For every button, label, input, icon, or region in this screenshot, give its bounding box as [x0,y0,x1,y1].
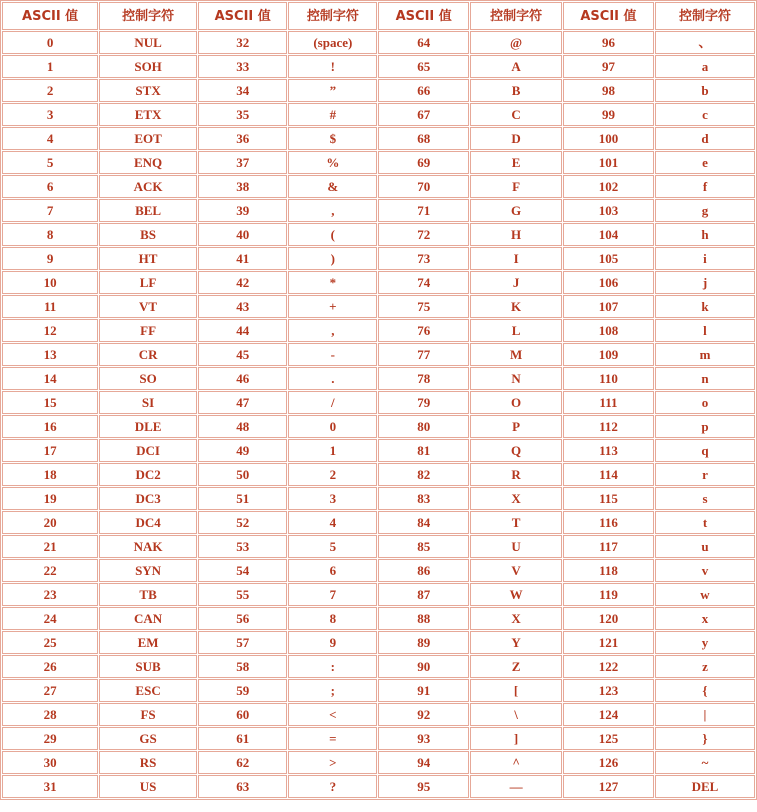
table-row [2,463,755,486]
control-char-cell: y [655,631,755,654]
control-char-cell: G [470,199,562,222]
ascii-value-cell: 98 [563,79,654,102]
column-header-ascii-value: ASCII 值 [563,2,654,30]
control-char-cell: s [655,487,755,510]
ascii-value-cell: 52 [198,511,288,534]
control-char-cell: { [655,679,755,702]
control-char-cell: NUL [99,31,197,54]
ascii-value-cell: 48 [198,415,288,438]
control-char-cell: o [655,391,755,414]
control-char-cell: 7 [288,583,377,606]
control-char-cell: @ [470,31,562,54]
table-row [2,679,755,702]
control-char-cell: 2 [288,463,377,486]
ascii-value-cell: 9 [2,247,98,270]
table-row [2,391,755,414]
control-char-cell: n [655,367,755,390]
ascii-value-cell: 56 [198,607,288,630]
control-char-cell: g [655,199,755,222]
table-row [2,247,755,270]
table-row [2,127,755,150]
ascii-value-cell: 18 [2,463,98,486]
ascii-value-cell: 6 [2,175,98,198]
ascii-value-cell: 76 [378,319,469,342]
ascii-value-cell: 119 [563,583,654,606]
control-char-cell: DC4 [99,511,197,534]
ascii-value-cell: 31 [2,775,98,798]
table-row [2,319,755,342]
control-char-cell: B [470,79,562,102]
table-row [2,631,755,654]
ascii-value-cell: 86 [378,559,469,582]
ascii-value-cell: 88 [378,607,469,630]
ascii-value-cell: 106 [563,271,654,294]
ascii-value-cell: 62 [198,751,288,774]
column-header-control-char: 控制字符 [288,2,377,30]
control-char-cell: T [470,511,562,534]
ascii-value-cell: 72 [378,223,469,246]
control-char-cell: ESC [99,679,197,702]
control-char-cell: EM [99,631,197,654]
ascii-value-cell: 24 [2,607,98,630]
ascii-value-cell: 97 [563,55,654,78]
ascii-value-cell: 78 [378,367,469,390]
ascii-value-cell: 81 [378,439,469,462]
control-char-cell: [ [470,679,562,702]
table-row [2,103,755,126]
table-row [2,343,755,366]
ascii-value-cell: 120 [563,607,654,630]
control-char-cell: 3 [288,487,377,510]
ascii-value-cell: 36 [198,127,288,150]
ascii-value-cell: 16 [2,415,98,438]
control-char-cell: e [655,151,755,174]
ascii-value-cell: 4 [2,127,98,150]
control-char-cell: \ [470,703,562,726]
control-char-cell: VT [99,295,197,318]
table-row [2,511,755,534]
ascii-value-cell: 37 [198,151,288,174]
ascii-value-cell: 63 [198,775,288,798]
control-char-cell: z [655,655,755,678]
ascii-value-cell: 27 [2,679,98,702]
control-char-cell: SOH [99,55,197,78]
ascii-value-cell: 74 [378,271,469,294]
control-char-cell: DLE [99,415,197,438]
control-char-cell: DC2 [99,463,197,486]
column-header-control-char: 控制字符 [655,2,755,30]
control-char-cell: f [655,175,755,198]
ascii-value-cell: 90 [378,655,469,678]
ascii-value-cell: 43 [198,295,288,318]
ascii-value-cell: 50 [198,463,288,486]
control-char-cell: / [288,391,377,414]
column-header-ascii-value: ASCII 值 [2,2,98,30]
table-row [2,751,755,774]
control-char-cell: Y [470,631,562,654]
control-char-cell: NAK [99,535,197,558]
ascii-value-cell: 11 [2,295,98,318]
control-char-cell: US [99,775,197,798]
control-char-cell: SI [99,391,197,414]
table-body [2,31,755,798]
control-char-cell: GS [99,727,197,750]
table-row [2,175,755,198]
ascii-value-cell: 5 [2,151,98,174]
ascii-value-cell: 41 [198,247,288,270]
control-char-cell: H [470,223,562,246]
control-char-cell: E [470,151,562,174]
control-char-cell: W [470,583,562,606]
control-char-cell: V [470,559,562,582]
ascii-value-cell: 26 [2,655,98,678]
control-char-cell: 9 [288,631,377,654]
ascii-value-cell: 113 [563,439,654,462]
ascii-value-cell: 101 [563,151,654,174]
ascii-value-cell: 95 [378,775,469,798]
control-char-cell: v [655,559,755,582]
ascii-value-cell: 14 [2,367,98,390]
control-char-cell: ACK [99,175,197,198]
control-char-cell: 0 [288,415,377,438]
ascii-value-cell: 124 [563,703,654,726]
table-row [2,367,755,390]
ascii-value-cell: 3 [2,103,98,126]
control-char-cell: . [288,367,377,390]
control-char-cell: q [655,439,755,462]
ascii-value-cell: 127 [563,775,654,798]
control-char-cell: l [655,319,755,342]
table-row [2,775,755,798]
ascii-value-cell: 109 [563,343,654,366]
ascii-value-cell: 67 [378,103,469,126]
control-char-cell: J [470,271,562,294]
control-char-cell: ; [288,679,377,702]
ascii-value-cell: 87 [378,583,469,606]
ascii-value-cell: 34 [198,79,288,102]
ascii-value-cell: 80 [378,415,469,438]
ascii-value-cell: 7 [2,199,98,222]
ascii-value-cell: 13 [2,343,98,366]
column-header-control-char: 控制字符 [99,2,197,30]
control-char-cell: % [288,151,377,174]
control-char-cell: CR [99,343,197,366]
control-char-cell: X [470,607,562,630]
ascii-value-cell: 83 [378,487,469,510]
control-char-cell: — [470,775,562,798]
control-char-cell: & [288,175,377,198]
control-char-cell: RS [99,751,197,774]
ascii-value-cell: 89 [378,631,469,654]
ascii-value-cell: 35 [198,103,288,126]
ascii-value-cell: 75 [378,295,469,318]
ascii-value-cell: 1 [2,55,98,78]
control-char-cell: N [470,367,562,390]
control-char-cell: * [288,271,377,294]
control-char-cell: ( [288,223,377,246]
ascii-value-cell: 73 [378,247,469,270]
control-char-cell: , [288,199,377,222]
ascii-value-cell: 8 [2,223,98,246]
table-row [2,487,755,510]
ascii-value-cell: 99 [563,103,654,126]
control-char-cell: ~ [655,751,755,774]
control-char-cell: < [288,703,377,726]
control-char-cell: d [655,127,755,150]
control-char-cell: h [655,223,755,246]
control-char-cell: U [470,535,562,558]
control-char-cell: X [470,487,562,510]
control-char-cell: a [655,55,755,78]
control-char-cell: I [470,247,562,270]
table-row [2,55,755,78]
control-char-cell: DC3 [99,487,197,510]
control-char-cell: , [288,319,377,342]
control-char-cell: D [470,127,562,150]
ascii-value-cell: 23 [2,583,98,606]
control-char-cell: 5 [288,535,377,558]
table-row [2,655,755,678]
ascii-value-cell: 100 [563,127,654,150]
ascii-value-cell: 123 [563,679,654,702]
table-row [2,703,755,726]
table-row [2,223,755,246]
ascii-value-cell: 49 [198,439,288,462]
ascii-value-cell: 46 [198,367,288,390]
control-char-cell: # [288,103,377,126]
table-row [2,727,755,750]
ascii-value-cell: 85 [378,535,469,558]
table-row [2,79,755,102]
ascii-value-cell: 15 [2,391,98,414]
ascii-value-cell: 65 [378,55,469,78]
ascii-value-cell: 22 [2,559,98,582]
ascii-value-cell: 111 [563,391,654,414]
ascii-value-cell: 68 [378,127,469,150]
ascii-value-cell: 29 [2,727,98,750]
ascii-value-cell: 112 [563,415,654,438]
control-char-cell: FS [99,703,197,726]
ascii-value-cell: 64 [378,31,469,54]
control-char-cell: TB [99,583,197,606]
control-char-cell: ” [288,79,377,102]
control-char-cell: 4 [288,511,377,534]
control-char-cell: M [470,343,562,366]
ascii-value-cell: 107 [563,295,654,318]
ascii-value-cell: 57 [198,631,288,654]
ascii-value-cell: 33 [198,55,288,78]
control-char-cell: = [288,727,377,750]
ascii-value-cell: 116 [563,511,654,534]
control-char-cell: C [470,103,562,126]
ascii-value-cell: 21 [2,535,98,558]
control-char-cell: SUB [99,655,197,678]
control-char-cell: CAN [99,607,197,630]
ascii-value-cell: 79 [378,391,469,414]
ascii-value-cell: 104 [563,223,654,246]
ascii-value-cell: 122 [563,655,654,678]
ascii-value-cell: 102 [563,175,654,198]
control-char-cell: : [288,655,377,678]
ascii-value-cell: 71 [378,199,469,222]
ascii-value-cell: 93 [378,727,469,750]
ascii-value-cell: 54 [198,559,288,582]
table-row [2,31,755,54]
ascii-value-cell: 94 [378,751,469,774]
ascii-value-cell: 58 [198,655,288,678]
ascii-value-cell: 66 [378,79,469,102]
ascii-value-cell: 84 [378,511,469,534]
ascii-value-cell: 61 [198,727,288,750]
control-char-cell: x [655,607,755,630]
control-char-cell: 6 [288,559,377,582]
table-row [2,295,755,318]
control-char-cell: $ [288,127,377,150]
ascii-value-cell: 32 [198,31,288,54]
control-char-cell: 1 [288,439,377,462]
control-char-cell: K [470,295,562,318]
ascii-value-cell: 30 [2,751,98,774]
table-row [2,583,755,606]
ascii-value-cell: 91 [378,679,469,702]
column-header-ascii-value: ASCII 值 [378,2,469,30]
control-char-cell: + [288,295,377,318]
ascii-value-cell: 47 [198,391,288,414]
control-char-cell: L [470,319,562,342]
control-char-cell: (space) [288,31,377,54]
ascii-value-cell: 45 [198,343,288,366]
ascii-value-cell: 103 [563,199,654,222]
table-row [2,439,755,462]
ascii-value-cell: 110 [563,367,654,390]
control-char-cell: SO [99,367,197,390]
ascii-value-cell: 25 [2,631,98,654]
ascii-value-cell: 20 [2,511,98,534]
control-char-cell: R [470,463,562,486]
ascii-value-cell: 10 [2,271,98,294]
control-char-cell: t [655,511,755,534]
control-char-cell: ^ [470,751,562,774]
control-char-cell: A [470,55,562,78]
ascii-value-cell: 105 [563,247,654,270]
control-char-cell: BEL [99,199,197,222]
ascii-value-cell: 59 [198,679,288,702]
ascii-value-cell: 12 [2,319,98,342]
control-char-cell: r [655,463,755,486]
control-char-cell: i [655,247,755,270]
ascii-value-cell: 19 [2,487,98,510]
ascii-value-cell: 115 [563,487,654,510]
control-char-cell: O [470,391,562,414]
ascii-value-cell: 2 [2,79,98,102]
ascii-value-cell: 0 [2,31,98,54]
control-char-cell: w [655,583,755,606]
control-char-cell: 8 [288,607,377,630]
control-char-cell: } [655,727,755,750]
ascii-value-cell: 121 [563,631,654,654]
control-char-cell: SYN [99,559,197,582]
control-char-cell: c [655,103,755,126]
ascii-value-cell: 117 [563,535,654,558]
control-char-cell: FF [99,319,197,342]
control-char-cell: p [655,415,755,438]
ascii-value-cell: 53 [198,535,288,558]
ascii-value-cell: 39 [198,199,288,222]
ascii-value-cell: 70 [378,175,469,198]
column-header-control-char: 控制字符 [470,2,562,30]
control-char-cell: ? [288,775,377,798]
control-char-cell: - [288,343,377,366]
ascii-value-cell: 60 [198,703,288,726]
table-row [2,271,755,294]
ascii-value-cell: 69 [378,151,469,174]
ascii-value-cell: 42 [198,271,288,294]
control-char-cell: ] [470,727,562,750]
control-char-cell: DCI [99,439,197,462]
control-char-cell: LF [99,271,197,294]
ascii-value-cell: 82 [378,463,469,486]
ascii-value-cell: 44 [198,319,288,342]
control-char-cell: k [655,295,755,318]
control-char-cell: Z [470,655,562,678]
control-char-cell: HT [99,247,197,270]
table-row [2,151,755,174]
ascii-value-cell: 126 [563,751,654,774]
ascii-value-cell: 55 [198,583,288,606]
control-char-cell: j [655,271,755,294]
control-char-cell: DEL [655,775,755,798]
ascii-value-cell: 51 [198,487,288,510]
control-char-cell: > [288,751,377,774]
ascii-value-cell: 77 [378,343,469,366]
control-char-cell: EOT [99,127,197,150]
control-char-cell: ETX [99,103,197,126]
control-char-cell: ! [288,55,377,78]
table-row [2,607,755,630]
table-row [2,199,755,222]
control-char-cell: ENQ [99,151,197,174]
header-row [2,2,755,30]
ascii-value-cell: 17 [2,439,98,462]
control-char-cell: b [655,79,755,102]
control-char-cell: P [470,415,562,438]
table-row [2,559,755,582]
ascii-value-cell: 125 [563,727,654,750]
control-char-cell: m [655,343,755,366]
ascii-value-cell: 96 [563,31,654,54]
control-char-cell: F [470,175,562,198]
control-char-cell: | [655,703,755,726]
ascii-value-cell: 92 [378,703,469,726]
ascii-value-cell: 114 [563,463,654,486]
control-char-cell: u [655,535,755,558]
control-char-cell: STX [99,79,197,102]
column-header-ascii-value: ASCII 值 [198,2,288,30]
ascii-value-cell: 108 [563,319,654,342]
table-header [2,2,755,30]
ascii-value-cell: 40 [198,223,288,246]
ascii-value-cell: 28 [2,703,98,726]
control-char-cell: Q [470,439,562,462]
control-char-cell: 、 [655,31,755,54]
table-row [2,415,755,438]
ascii-value-cell: 38 [198,175,288,198]
ascii-value-cell: 118 [563,559,654,582]
control-char-cell: ) [288,247,377,270]
control-char-cell: BS [99,223,197,246]
table-row [2,535,755,558]
